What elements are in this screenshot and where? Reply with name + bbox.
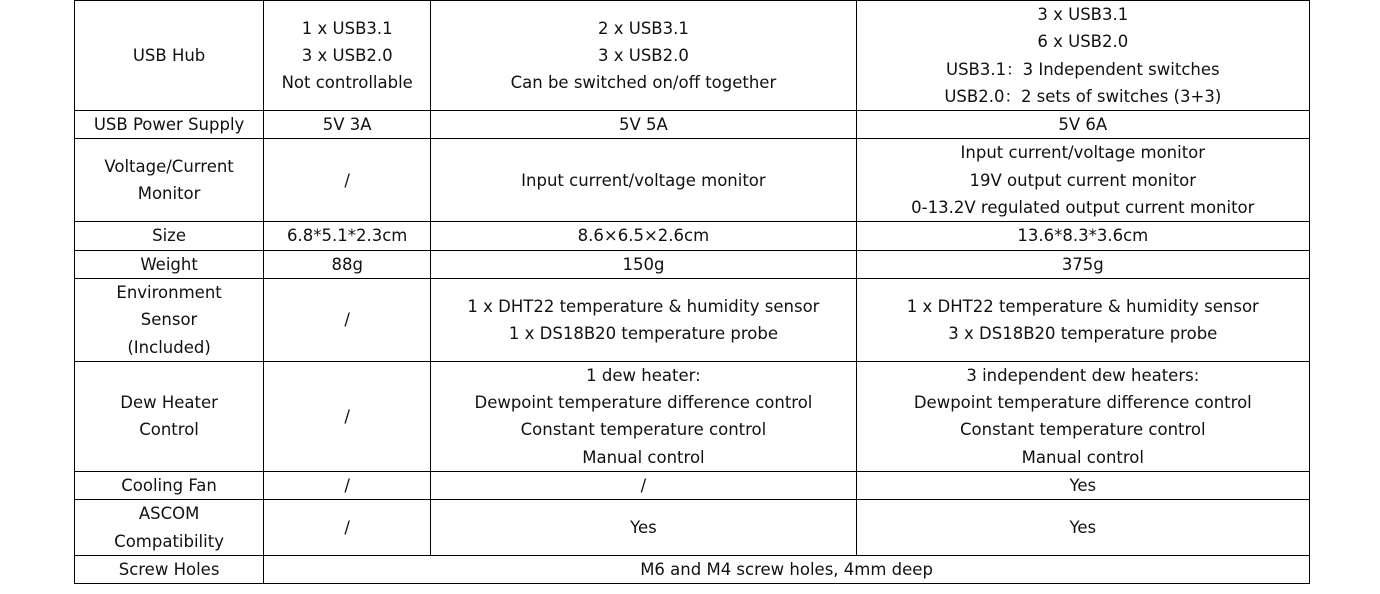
row-label: Screw Holes bbox=[75, 555, 264, 583]
row-label: ASCOM Compatibility bbox=[75, 500, 264, 556]
spec-cell: 3 independent dew heaters: Dewpoint temperature difference control Constant temperature control Manual control bbox=[856, 361, 1309, 471]
spec-cell: 5V 6A bbox=[856, 111, 1309, 139]
spec-cell: 2 x USB3.1 3 x USB2.0 Can be switched on/off together bbox=[431, 1, 856, 111]
spec-cell: M6 and M4 screw holes, 4mm deep bbox=[264, 555, 1310, 583]
row-label: Weight bbox=[75, 250, 264, 278]
spec-cell: / bbox=[264, 278, 431, 361]
row-label: Voltage/Current Monitor bbox=[75, 139, 264, 222]
row-environment-sensor bbox=[75, 278, 1310, 361]
row-label: Cooling Fan bbox=[75, 472, 264, 500]
row-label: Dew Heater Control bbox=[75, 361, 264, 471]
spec-cell: 13.6*8.3*3.6cm bbox=[856, 222, 1309, 250]
spec-cell: / bbox=[431, 472, 856, 500]
row-label: Size bbox=[75, 222, 264, 250]
row-ascom-compatibility bbox=[75, 500, 1310, 556]
spec-cell: 1 x DHT22 temperature & humidity sensor 3 x DS18B20 temperature probe bbox=[856, 278, 1309, 361]
spec-cell: 150g bbox=[431, 250, 856, 278]
spec-cell: / bbox=[264, 139, 431, 222]
row-usb-hub bbox=[75, 1, 1310, 111]
row-usb-power-supply bbox=[75, 111, 1310, 139]
row-voltage-current-monitor bbox=[75, 139, 1310, 222]
spec-cell: Yes bbox=[856, 472, 1309, 500]
row-size bbox=[75, 222, 1310, 250]
spec-cell: / bbox=[264, 500, 431, 556]
row-screw-holes bbox=[75, 555, 1310, 583]
spec-cell: 1 x DHT22 temperature & humidity sensor 1 x DS18B20 temperature probe bbox=[431, 278, 856, 361]
row-weight bbox=[75, 250, 1310, 278]
spec-cell: 1 x USB3.1 3 x USB2.0 Not controllable bbox=[264, 1, 431, 111]
spec-cell: 5V 3A bbox=[264, 111, 431, 139]
spec-cell: 8.6×6.5×2.6cm bbox=[431, 222, 856, 250]
spec-cell: 6.8*5.1*2.3cm bbox=[264, 222, 431, 250]
row-label: Environment Sensor (Included) bbox=[75, 278, 264, 361]
spec-cell: 3 x USB3.1 6 x USB2.0 USB3.1：3 Independent switches USB2.0：2 sets of switches (3+3) bbox=[856, 1, 1309, 111]
row-label: USB Power Supply bbox=[75, 111, 264, 139]
spec-cell: / bbox=[264, 361, 431, 471]
spec-cell: Yes bbox=[856, 500, 1309, 556]
spec-cell: 5V 5A bbox=[431, 111, 856, 139]
spec-cell: 88g bbox=[264, 250, 431, 278]
row-label: USB Hub bbox=[75, 1, 264, 111]
spec-cell: 1 dew heater: Dewpoint temperature difference control Constant temperature control Manual control bbox=[431, 361, 856, 471]
spec-cell: / bbox=[264, 472, 431, 500]
spec-cell: Input current/voltage monitor 19V output current monitor 0-13.2V regulated output current monitor bbox=[856, 139, 1309, 222]
spec-cell: 375g bbox=[856, 250, 1309, 278]
spec-cell: Input current/voltage monitor bbox=[431, 139, 856, 222]
row-cooling-fan bbox=[75, 472, 1310, 500]
row-dew-heater-control bbox=[75, 361, 1310, 471]
spec-cell: Yes bbox=[431, 500, 856, 556]
spec-table bbox=[74, 0, 1310, 584]
